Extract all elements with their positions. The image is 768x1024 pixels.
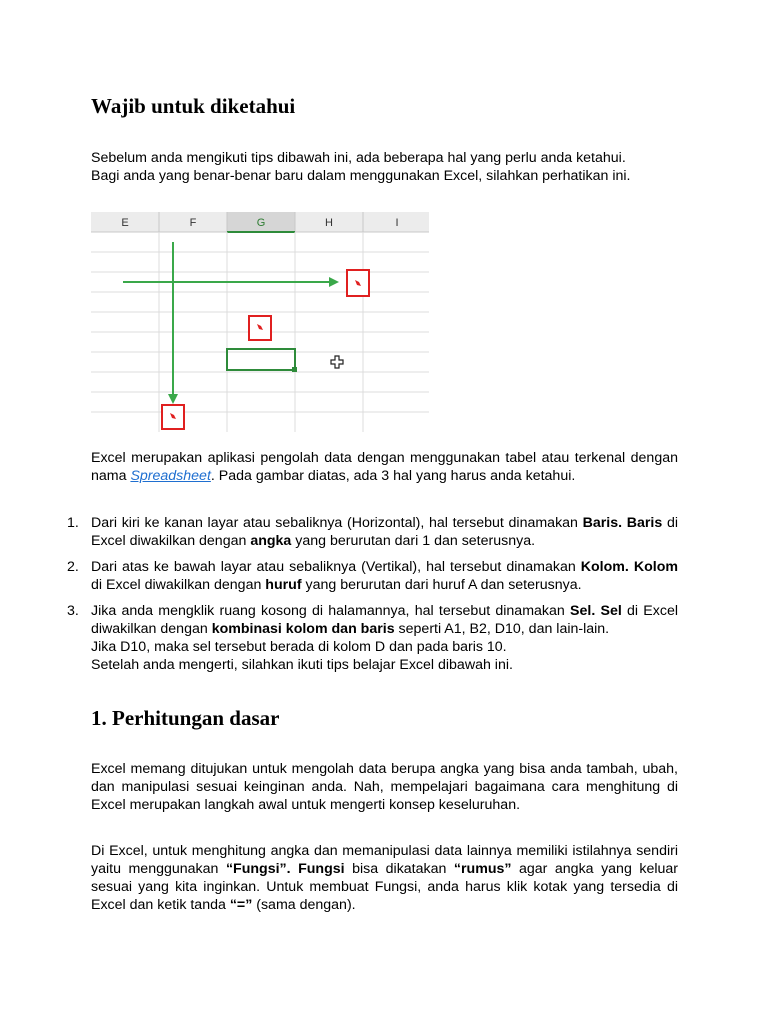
- bold-span: “rumus”: [453, 861, 512, 877]
- bold-span: “=”: [229, 897, 253, 913]
- column-header-g: G: [256, 217, 266, 229]
- paragraph-text: Excel memang ditujukan untuk mengolah data berupa angka yang bisa anda tambah, ubah, dan manipulasi sesuai keinginan anda. Nah, mempelajari bagaimana cara menghitung di Excel merupakan langkah awal untuk mengerti konsep keseluruhan.: [91, 761, 678, 813]
- spreadsheet-illustration: [91, 212, 429, 432]
- intro-line-2: Bagi anda yang benar-benar baru dalam menggunakan Excel, silahkan perhatikan ini.: [91, 168, 631, 184]
- text-span: (sama dengan).: [252, 897, 356, 913]
- spreadsheet-image: [91, 212, 429, 432]
- description-text-b: . Pada gambar diatas, ada 3 hal yang harus anda ketahui.: [210, 468, 576, 484]
- bold-span: “Fungsi”. Fungsi: [225, 861, 345, 877]
- column-header-i: I: [395, 217, 399, 229]
- list-bold: Baris. Baris: [582, 515, 663, 531]
- perhitungan-paragraph-2: [91, 842, 678, 914]
- list-text: yang berurutan dari 1 dan seterusnya.: [291, 533, 536, 549]
- description-text-a: Excel merupakan aplikasi pengolah data dengan menggunakan tabel atau terkenal dengan nama: [91, 450, 678, 484]
- perhitungan-paragraph-1: [91, 760, 678, 814]
- text-span: agar angka yang keluar sesuai yang kita inginkan. Untuk membuat Fungsi, anda harus klik kotak yang tersedia di Excel dan ketik tanda: [91, 861, 678, 913]
- list-bold: kombinasi kolom dan baris: [211, 621, 395, 637]
- row-marker-icon: [347, 270, 369, 296]
- list-text-line: Setelah anda mengerti, silahkan ikuti tips belajar Excel dibawah ini.: [91, 657, 513, 673]
- paragraph-text: [91, 842, 678, 914]
- excel-description-text: [91, 449, 678, 485]
- list-text: di Excel diwakilkan dengan: [91, 577, 266, 593]
- section-heading-wajib: Wajib untuk diketahui: [91, 94, 296, 118]
- column-header-f: F: [189, 217, 197, 229]
- list-item: [67, 558, 678, 594]
- section-heading-perhitungan: 1. Perhitungan dasar: [91, 706, 280, 730]
- intro-paragraph: [91, 149, 678, 185]
- text-span: bisa dikatakan: [344, 861, 454, 877]
- column-header-h: H: [325, 217, 333, 229]
- list-text: yang berurutan dari huruf A dan seterusnya.: [301, 577, 582, 593]
- excel-description: [91, 449, 678, 485]
- list-bold: Kolom. Kolom: [580, 559, 678, 575]
- list-text: Dari atas ke bawah layar atau sebaliknya (Vertikal), hal tersebut dinamakan: [91, 559, 581, 575]
- spreadsheet-link[interactable]: Spreadsheet: [130, 468, 211, 484]
- list-text: di Excel diwakilkan dengan: [91, 515, 678, 549]
- text-span: Di Excel, untuk menghitung angka dan memanipulasi data lainnya memiliki istilahnya sendiri yaitu menggunakan: [91, 843, 678, 877]
- list-text: Dari kiri ke kanan layar atau sebaliknya (Horizontal), hal tersebut dinamakan: [91, 515, 583, 531]
- list-text: Jika anda mengklik ruang kosong di halamannya, hal tersebut dinamakan: [91, 603, 571, 619]
- list-bold: Sel. Sel: [570, 603, 622, 619]
- intro-line-1: Sebelum anda mengikuti tips dibawah ini, ada beberapa hal yang perlu anda ketahui.: [91, 150, 626, 166]
- list-item: [67, 514, 678, 550]
- cross-cursor-icon: [331, 356, 343, 368]
- cell-marker-icon: [249, 316, 271, 340]
- list-item: [67, 602, 678, 674]
- column-header-e: E: [121, 217, 129, 229]
- horizontal-arrow-icon: [123, 277, 339, 287]
- list-number: 3.: [67, 603, 79, 619]
- column-marker-icon: [162, 405, 184, 429]
- list-bold: angka: [250, 533, 292, 549]
- list-text: seperti A1, B2, D10, dan lain-lain.: [394, 621, 610, 637]
- list-text: di Excel diwakilkan dengan: [91, 603, 678, 637]
- list-text-line: Jika D10, maka sel tersebut berada di kolom D dan pada baris 10.: [91, 639, 507, 655]
- vertical-arrow-icon: [168, 242, 178, 404]
- numbered-list: [67, 514, 678, 674]
- list-number: 1.: [67, 515, 79, 531]
- list-number: 2.: [67, 559, 79, 575]
- list-bold: huruf: [265, 577, 302, 593]
